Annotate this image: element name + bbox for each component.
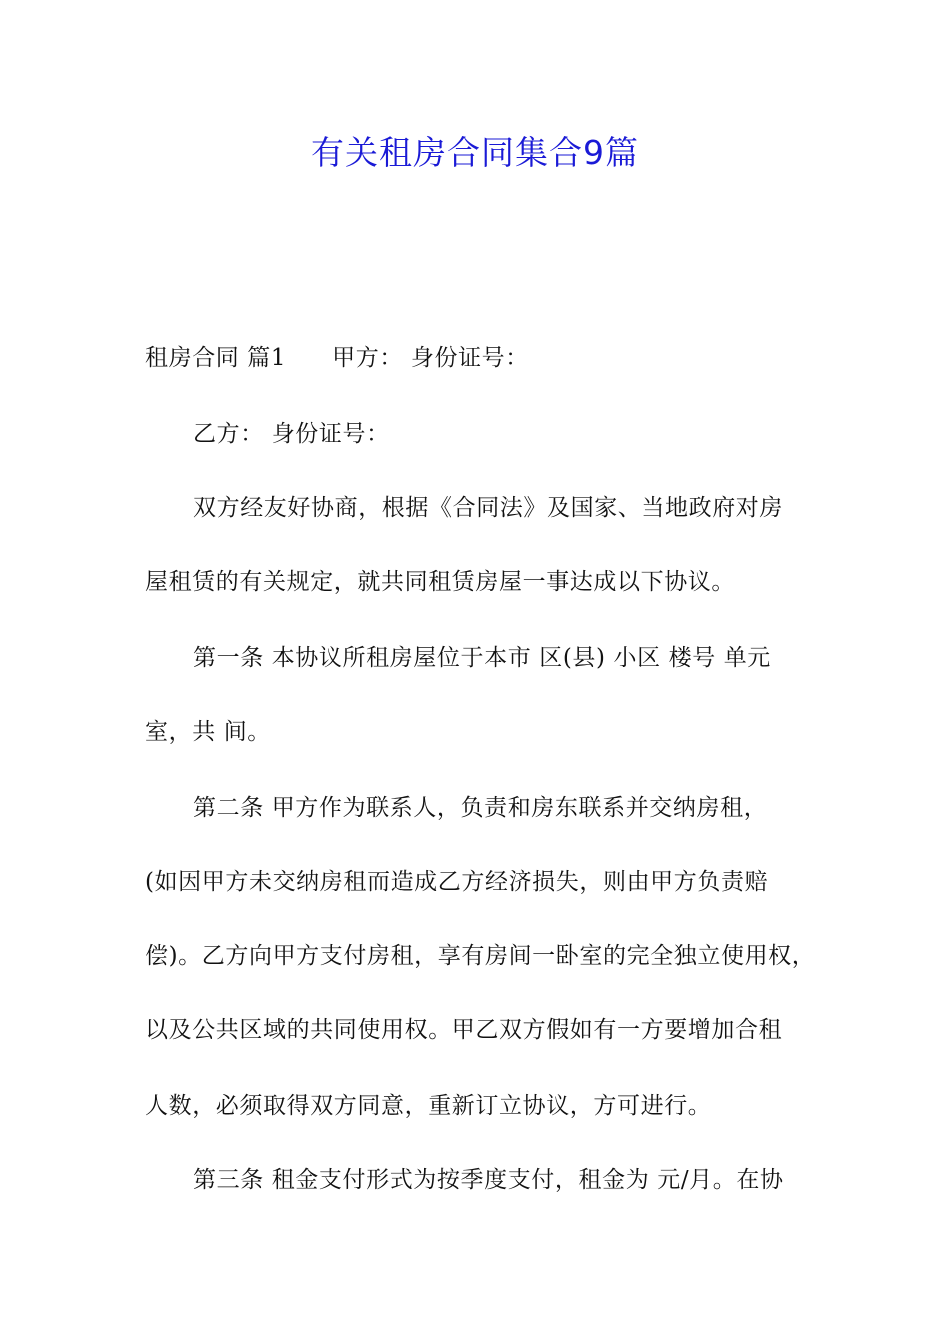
document-title: 有关租房合同集合9篇 <box>311 133 639 172</box>
paragraph-line: 人数，必须取得双方同意，重新订立协议，方可进行。 <box>145 1093 712 1119</box>
paragraph-line: 第三条 租金支付形式为按季度支付，租金为 元/月。在协 <box>193 1167 784 1193</box>
contract-heading: 租房合同 篇1 <box>145 345 287 371</box>
paragraph-line: 屋租赁的有关规定，就共同租赁房屋一事达成以下协议。 <box>145 569 735 595</box>
paragraph-line: 偿)。乙方向甲方支付房租，享有房间一卧室的完全独立使用权， <box>145 943 816 969</box>
paragraph-line: 室，共 间。 <box>145 719 271 745</box>
paragraph-line-heading <box>145 341 825 375</box>
party-a-label: 甲方： 身份证号： <box>332 345 529 371</box>
paragraph-line: 第二条 甲方作为联系人，负责和房东联系并交纳房租， <box>193 795 768 821</box>
paragraph-line: 以及公共区域的共同使用权。甲乙双方假如有一方要增加合租 <box>145 1017 783 1043</box>
paragraph-line: 第一条 本协议所租房屋位于本市 区(县) 小区 楼号 单元 <box>193 645 771 671</box>
paragraph-line: 双方经友好协商，根据《合同法》及国家、当地政府对房 <box>193 495 783 521</box>
paragraph-line: 乙方： 身份证号： <box>193 421 390 447</box>
paragraph-line: (如因甲方未交纳房租而造成乙方经济损失，则由甲方负责赔 <box>145 869 769 895</box>
